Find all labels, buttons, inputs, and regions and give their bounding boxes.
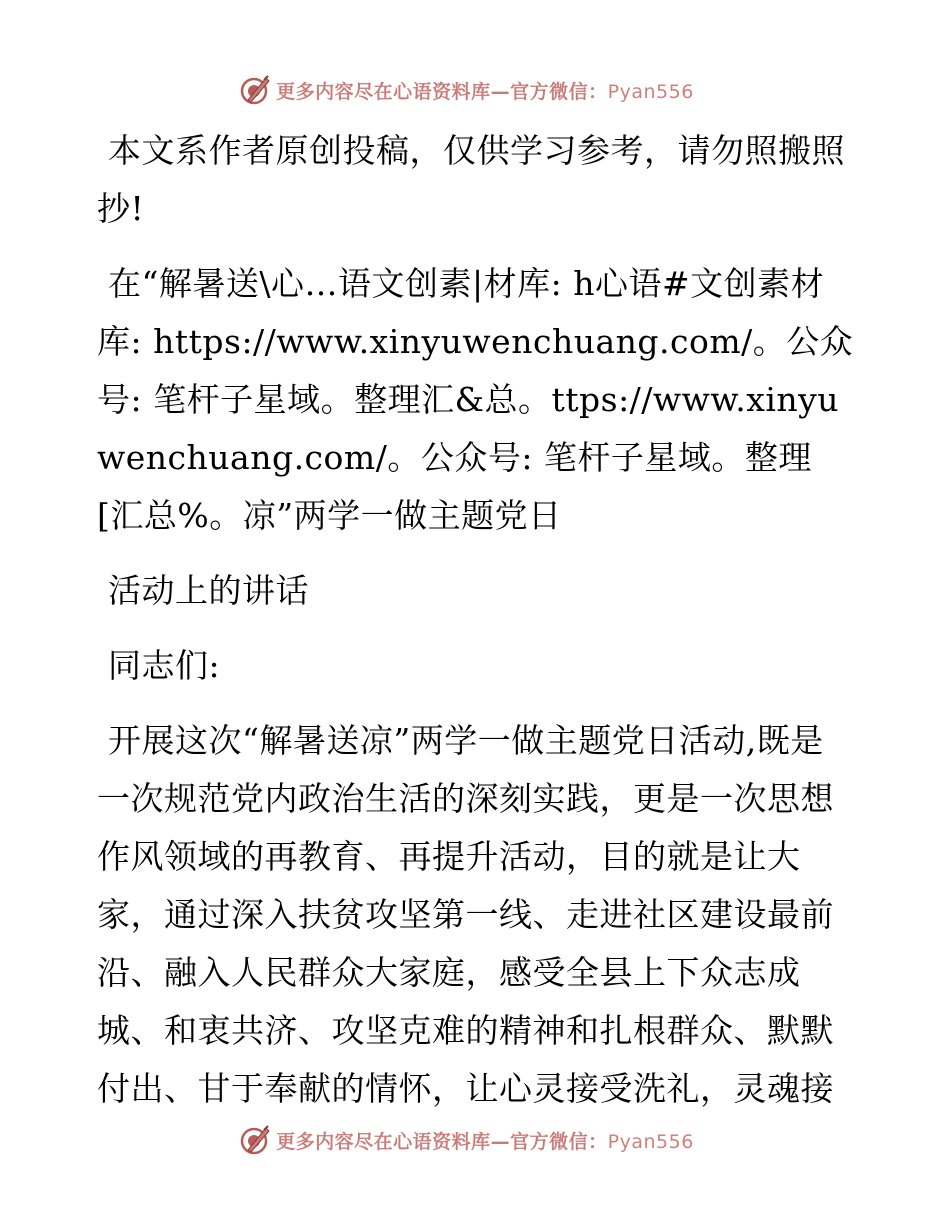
footer-watermark-text: 更多内容尽在心语资料库—官方微信：Pyan556	[276, 1130, 694, 1153]
speech-title-continuation: 活动上的讲话	[108, 571, 309, 610]
quill-pen-seal-icon	[240, 1124, 272, 1156]
source-watermark-paragraph: 在“解暑送\心…语文创素|材库: h心语#文创素材库: https://www.xinyuwenchuang.com/。公众号: 笔杆子星域。整理汇&总。ttps://www.xinyuwenchuang.com/。公众号: 笔杆子星域。整理[汇总%。凉”两学一做主题党日	[97, 264, 854, 535]
document-body	[97, 122, 857, 1135]
header-watermark-handle: Pyan556	[607, 80, 694, 103]
body-paragraph: 开展这次“解暑送凉”两学一做主题党日活动,既是一次规范党内政治生活的深刻实践，更是一次思想作风领域的再教育、再提升活动，目的就是让大家，通过深入扶贫攻坚第一线、走进社区建设最前沿、融入人民群众大家庭，感受全县上下众志成城、和衷共济、攻坚克难的精神和扎根群众、默默付出、甘于奉献的情怀，让心灵接受洗礼，灵魂接	[97, 721, 834, 1108]
footer-watermark-banner	[0, 1118, 950, 1162]
footer-watermark-handle: Pyan556	[607, 1130, 694, 1153]
header-watermark-text: 更多内容尽在心语资料库—官方微信：Pyan556	[276, 80, 694, 103]
header-watermark-banner	[0, 68, 950, 112]
salutation: 同志们:	[108, 646, 221, 685]
copyright-notice: 本文系作者原创投稿，仅供学习参考，请勿照搬照抄!	[97, 131, 845, 228]
quill-pen-seal-icon	[240, 74, 272, 106]
